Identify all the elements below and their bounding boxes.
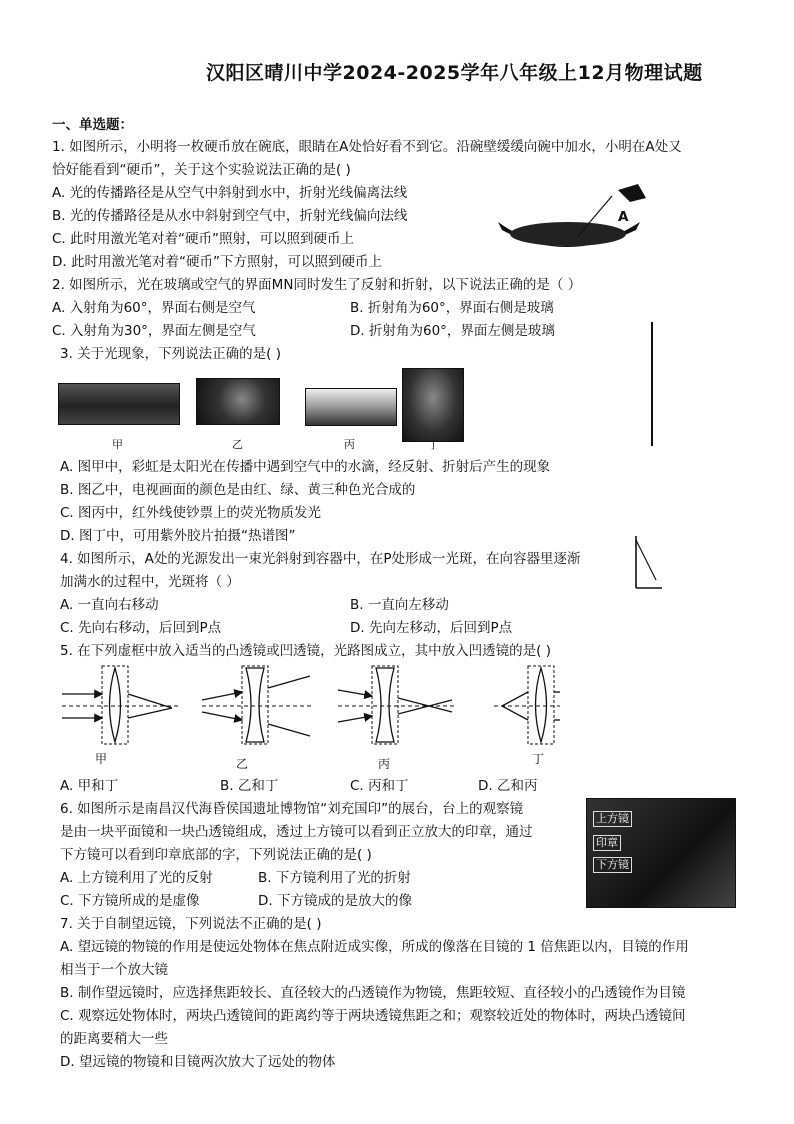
q4-stem-line2: 加满水的过程中，光斑将（ ） xyxy=(60,574,240,590)
q5-option-a: A. 甲和丁 xyxy=(60,778,119,794)
q3-label-yi: 乙 xyxy=(232,438,243,451)
q6-photo-display-case xyxy=(586,798,736,908)
q5-option-d: D. 乙和丙 xyxy=(478,778,538,794)
section-heading: 一、单选题： xyxy=(52,117,133,133)
q3-option-d: D. 图丁中，可用紫外胶片拍摄“热谱图” xyxy=(60,528,296,544)
q6-option-c: C. 下方镜所成的是虚像 xyxy=(60,893,200,909)
q7-line-b: B. 制作望远镜时，应选择焦距较长、直径较大的凸透镜作为物镜，焦距较短、直径较小的凸透镜作为目镜 xyxy=(60,985,686,1001)
q5-lens-diagrams xyxy=(62,662,562,752)
q1-option-d: D. 此时用激光笔对着“硬币”下方照射，可以照到硬币上 xyxy=(52,254,382,270)
q4-option-c: C. 先向右移动，后回到P点 xyxy=(60,620,222,636)
q6-label-seal: 印章 xyxy=(593,835,621,851)
q5-diagram-bing xyxy=(338,666,456,744)
q1-figure-label-a: A xyxy=(618,209,629,225)
q5-label-ding: 丁 xyxy=(532,752,545,766)
q7-stem: 7. 关于自制望远镜，下列说法不正确的是( ) xyxy=(60,916,322,932)
q3-photo-thermal xyxy=(402,368,464,442)
q7-line-a2: 相当于一个放大镜 xyxy=(60,962,168,978)
q5-stem: 5. 在下列虚框中放入适当的凸透镜或凹透镜，光路图成立，其中放入凹透镜的是( ) xyxy=(60,643,551,659)
q2-stem: 2. 如图所示，光在玻璃或空气的界面MN同时发生了反射和折射，以下说法正确的是（ ） xyxy=(52,277,582,293)
q6-stem-line1: 6. 如图所示是南昌汉代海昏侯国遗址博物馆“刘充国印”的展台，台上的观察镜 xyxy=(60,801,524,817)
q1-option-b: B. 光的传播路径是从水中斜射到空气中，折射光线偏向法线 xyxy=(52,208,408,224)
q6-stem-line3: 下方镜可以看到印章底部的字，下列说法正确的是( ) xyxy=(60,847,372,863)
eye-icon xyxy=(618,184,646,202)
q3-option-b: B. 图乙中，电视画面的颜色是由红、绿、黄三种色光合成的 xyxy=(60,482,416,498)
q1-bowl-figure xyxy=(490,178,670,263)
water-surface xyxy=(510,222,626,246)
q4-option-d: D. 先向左移动，后回到P点 xyxy=(350,620,513,636)
q2-interface-figure xyxy=(640,320,670,450)
q5-label-yi: 乙 xyxy=(236,757,249,771)
q3-label-ding: 丁 xyxy=(428,438,439,451)
q4-option-a: A. 一直向右移动 xyxy=(60,597,159,613)
q6-label-lower-mirror: 下方镜 xyxy=(593,857,632,873)
q5-option-b: B. 乙和丁 xyxy=(220,778,279,794)
q1-stem-line1: 1. 如图所示，小明将一枚硬币放在碗底，眼睛在A处恰好看不到它。沿碗壁缓缓向碗中加水，小明在A处又 xyxy=(52,139,682,155)
q3-stem: 3. 关于光现象，下列说法正确的是( ) xyxy=(60,346,281,362)
q5-option-c: C. 丙和丁 xyxy=(350,778,409,794)
q5-diagram-yi xyxy=(202,666,314,744)
q7-line-a1: A. 望远镜的物镜的作用是使远处物体在焦点附近成实像，所成的像落在目镜的 1 倍焦距以内，目镜的作用 xyxy=(60,939,689,955)
q5-label-bing: 丙 xyxy=(378,757,391,771)
page-title: 汉阳区晴川中学2024-2025学年八年级上12月物理试题 xyxy=(206,62,703,84)
q6-option-b: B. 下方镜利用了光的折射 xyxy=(258,870,411,886)
q6-option-d: D. 下方镜成的是放大的像 xyxy=(258,893,412,909)
q2-option-d: D. 折射角为60°，界面左侧是玻璃 xyxy=(350,323,555,339)
q6-stem-line2: 是由一块平面镜和一块凸透镜组成，透过上方镜可以看到正立放大的印章，通过 xyxy=(60,824,533,840)
q3-photo-rainbow xyxy=(58,383,180,425)
q2-option-a: A. 入射角为60°，界面右侧是空气 xyxy=(52,300,256,316)
q1-stem-line2: 恰好能看到“硬币”，关于这个实验说法正确的是( ) xyxy=(52,162,351,178)
q7-line-c1: C. 观察远处物体时，两块凸透镜间的距离约等于两块透镜焦距之和；观察较近处的物体时，两块凸透镜间 xyxy=(60,1008,686,1024)
light-beam xyxy=(636,540,656,580)
q1-option-a: A. 光的传播路径是从空气中斜射到水中，折射光线偏离法线 xyxy=(52,185,408,201)
q3-photo-tv xyxy=(196,378,280,425)
q3-photo-banknote-detector xyxy=(305,388,397,426)
q2-option-b: B. 折射角为60°，界面右侧是玻璃 xyxy=(350,300,554,316)
q5-diagram-ding xyxy=(494,666,560,744)
q3-option-c: C. 图丙中，红外线使钞票上的荧光物质发光 xyxy=(60,505,322,521)
q1-option-c: C. 此时用激光笔对着“硬币”照射，可以照到硬币上 xyxy=(52,231,354,247)
q3-option-a: A. 图甲中，彩虹是太阳光在传播中遇到空气中的水滴，经反射、折射后产生的现象 xyxy=(60,459,551,475)
q3-label-jia: 甲 xyxy=(112,438,123,451)
q7-line-c2: 的距离要稍大一些 xyxy=(60,1031,168,1047)
q6-option-a: A. 上方镜利用了光的反射 xyxy=(60,870,213,886)
q5-diagram-jia xyxy=(62,666,180,744)
q4-stem-line1: 4. 如图所示，A处的光源发出一束光斜射到容器中，在P处形成一光斑，在向容器里逐渐 xyxy=(60,551,581,567)
q7-line-d: D. 望远镜的物镜和目镜两次放大了远处的物体 xyxy=(60,1054,336,1070)
q5-label-jia: 甲 xyxy=(95,752,108,766)
q2-option-c: C. 入射角为30°，界面左侧是空气 xyxy=(52,323,256,339)
q4-option-b: B. 一直向左移动 xyxy=(350,597,449,613)
q4-container-figure xyxy=(628,530,668,592)
q6-label-upper-mirror: 上方镜 xyxy=(593,811,632,827)
q3-label-bing: 丙 xyxy=(344,438,355,451)
